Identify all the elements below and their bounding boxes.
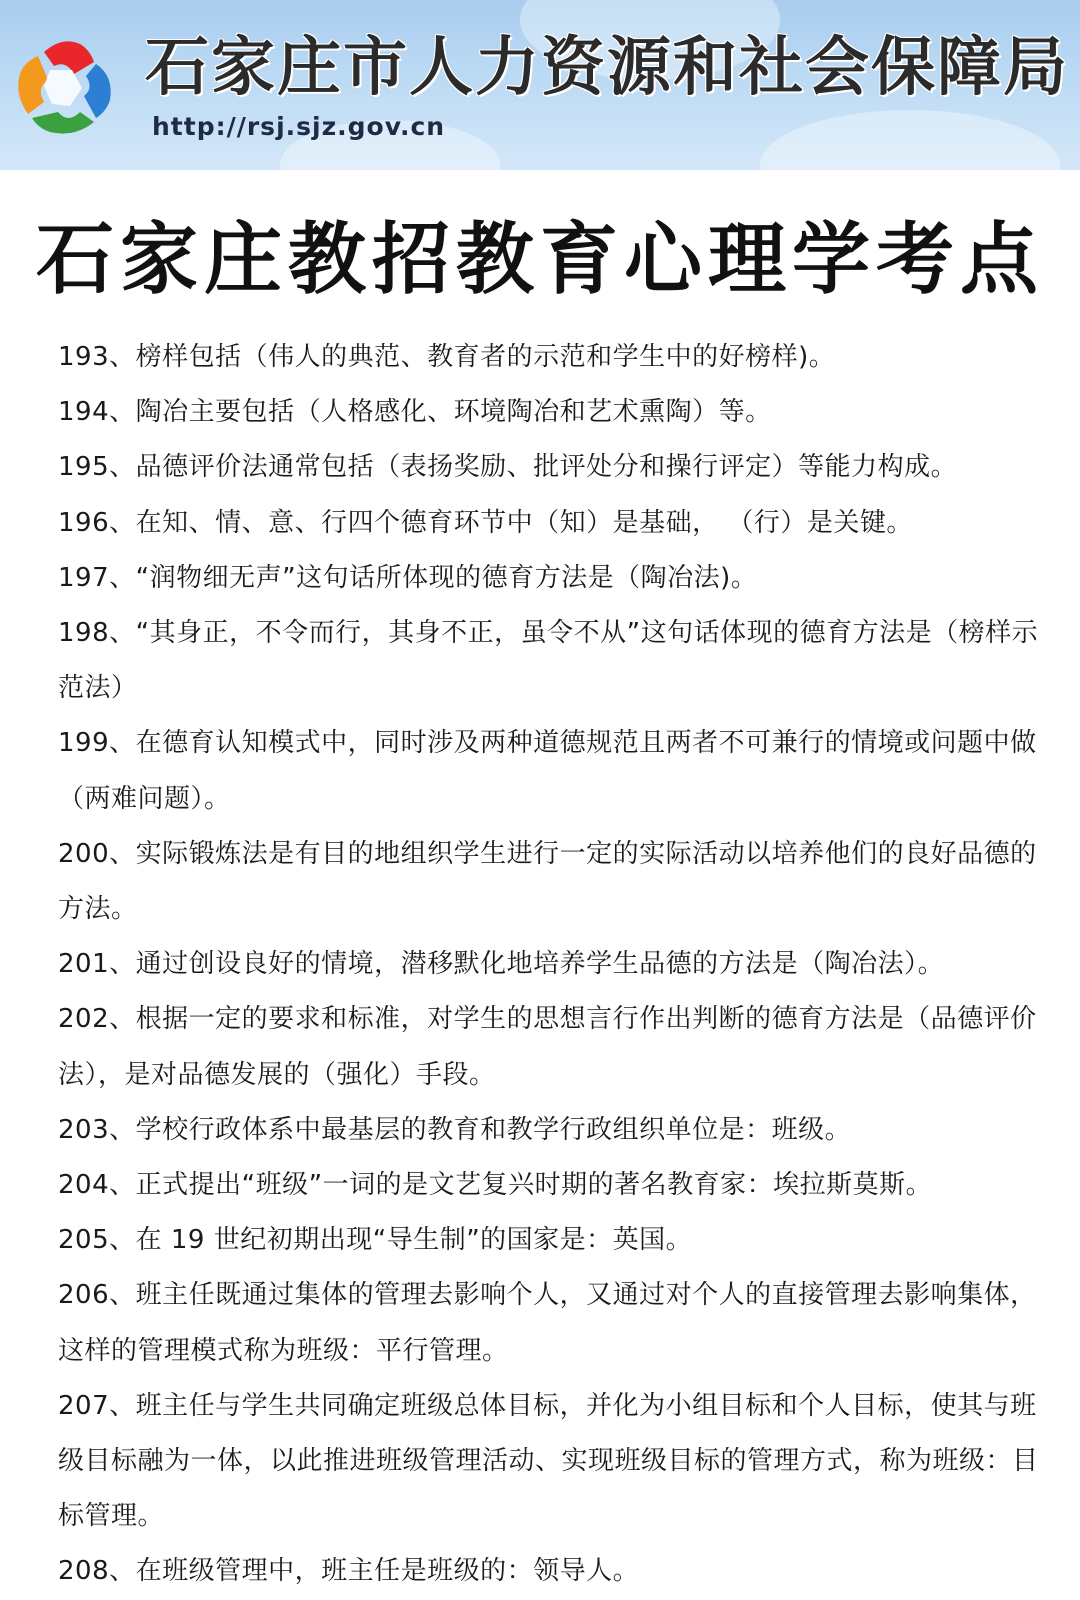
list-item: 204、正式提出“班级”一词的是文艺复兴时期的著名教育家：埃拉斯莫斯。: [58, 1170, 933, 1201]
page-title: 石家庄教招教育心理学考点: [35, 215, 1044, 305]
list-item: 205、在 19 世纪初期出现“导生制”的国家是：英国。: [58, 1225, 693, 1256]
list-item: 197、“润物细无声”这句话所体现的德育方法是（陶冶法)。: [58, 562, 758, 593]
pinwheel-logo-icon: [10, 30, 122, 142]
list-item: 198、“其身正，不令而行，其身不正，虽令不从”这句话体现的德育方法是（榜样示范法）: [58, 618, 1039, 704]
list-item: 207、班主任与学生共同确定班级总体目标，并化为小组目标和个人目标，使其与班级目标融为一体，以此推进班级管理活动、实现班级目标的管理方式，称为班级：目标管理。: [58, 1390, 1039, 1532]
list-item: 196、在知、情、意、行四个德育环节中（知）是基础， （行）是关键。: [58, 507, 913, 538]
exam-points-list: [58, 330, 1043, 1600]
header-banner: [0, 0, 1080, 170]
list-item: 199、在德育认知模式中，同时涉及两种道德规范且两者不可兼行的情境或问题中做（两难问题）。: [58, 728, 1037, 814]
website-url[interactable]: http://rsj.sjz.gov.cn: [152, 112, 446, 141]
list-item: 200、实际锻炼法是有目的地组织学生进行一定的实际活动以培养他们的良好品德的方法。: [58, 838, 1037, 925]
list-item: 194、陶冶主要包括（人格感化、环境陶冶和艺术熏陶）等。: [58, 397, 772, 428]
list-item: 202、根据一定的要求和标准，对学生的思想言行作出判断的德育方法是（品德评价法），是对品德发展的（强化）手段。: [58, 1004, 1037, 1090]
banner-cloud: [760, 110, 1060, 220]
organization-name: 石家庄市人力资源和社会保障局: [145, 30, 1069, 105]
list-item: 208、在班级管理中，班主任是班级的：领导人。: [58, 1556, 640, 1587]
list-item: 193、榜样包括（伟人的典范、教育者的示范和学生中的好榜样)。: [58, 342, 836, 372]
list-item: 206、班主任既通过集体的管理去影响个人，又通过对个人的直接管理去影响集体， 这样的管理模式称为班级：平行管理。: [58, 1280, 1037, 1366]
list-item: 201、通过创设良好的情境，潜移默化地培养学生品德的方法是（陶冶法）。: [58, 949, 945, 980]
list-item: 195、品德评价法通常包括（表扬奖励、批评处分和操行评定）等能力构成。: [58, 452, 958, 483]
list-item: 203、学校行政体系中最基层的教育和教学行政组织单位是：班级。: [58, 1114, 852, 1145]
